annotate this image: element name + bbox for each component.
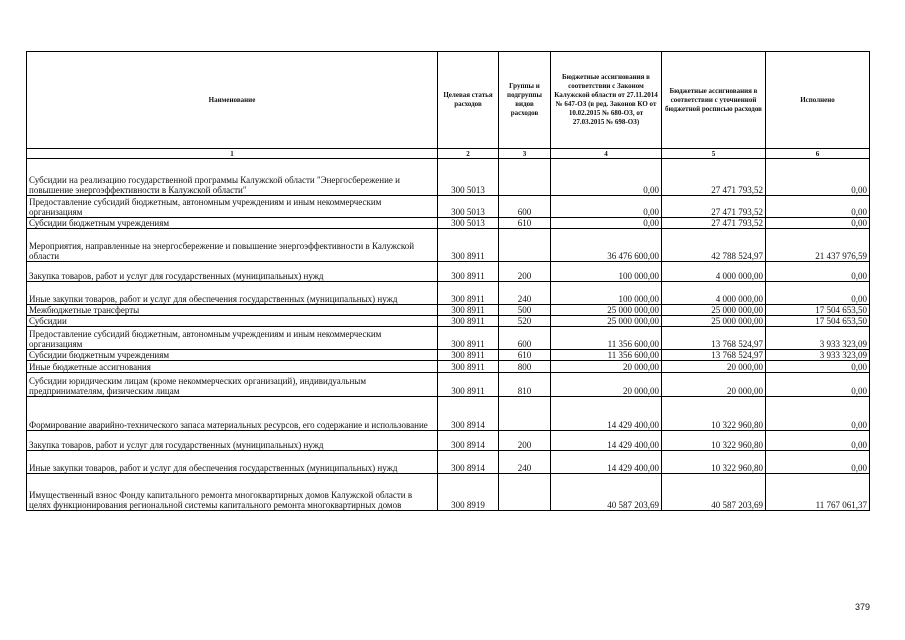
- row-refined-amount: 40 587 203,69: [662, 474, 766, 511]
- row-name: Иные бюджетные ассигнования: [27, 361, 438, 373]
- table-row: [27, 431, 870, 451]
- row-refined-amount: 25 000 000,00: [662, 316, 766, 327]
- row-law-amount: 20 000,00: [551, 361, 662, 373]
- row-name: Закупка товаров, работ и услуг для государственных (муниципальных) нужд: [27, 431, 438, 451]
- table-body: [27, 159, 870, 511]
- row-target-article: 300 8919: [438, 474, 499, 511]
- row-expense-group: 800: [499, 361, 551, 373]
- row-law-amount: 20 000,00: [551, 373, 662, 397]
- column-number: 4: [551, 149, 662, 159]
- row-target-article: 300 5013: [438, 159, 499, 196]
- row-executed-amount: 3 933 323,09: [766, 350, 870, 361]
- table-row: [27, 361, 870, 373]
- row-executed-amount: 0,00: [766, 373, 870, 397]
- row-expense-group: 600: [499, 196, 551, 218]
- row-law-amount: 100 000,00: [551, 282, 662, 305]
- table-row: [27, 350, 870, 361]
- row-target-article: 300 8911: [438, 262, 499, 282]
- row-law-amount: 14 429 400,00: [551, 431, 662, 451]
- row-target-article: 300 8914: [438, 397, 499, 431]
- budget-table: [26, 51, 870, 511]
- header-expense-groups: Группы и подгруппы видов расходов: [499, 52, 551, 149]
- row-expense-group: [499, 474, 551, 511]
- row-expense-group: [499, 229, 551, 262]
- column-number: 5: [662, 149, 766, 159]
- row-name: Формирование аварийно-технического запаса материальных ресурсов, его содержание и использование: [27, 397, 438, 431]
- row-refined-amount: 10 322 960,80: [662, 431, 766, 451]
- row-law-amount: 14 429 400,00: [551, 451, 662, 474]
- row-name: Иные закупки товаров, работ и услуг для обеспечения государственных (муниципальных) нужд: [27, 282, 438, 305]
- header-target-article: Целевая статья расходов: [438, 52, 499, 149]
- row-expense-group: 240: [499, 451, 551, 474]
- header-executed: Исполнено: [766, 52, 870, 149]
- row-target-article: 300 8911: [438, 229, 499, 262]
- row-executed-amount: 17 504 653,50: [766, 316, 870, 327]
- row-name: Мероприятия, направленные на энергосбережение и повышение энергоэффективности в Калужской области: [27, 229, 438, 262]
- row-executed-amount: 0,00: [766, 397, 870, 431]
- row-executed-amount: 0,00: [766, 262, 870, 282]
- row-name: Субсидии бюджетным учреждениям: [27, 218, 438, 229]
- row-law-amount: 0,00: [551, 196, 662, 218]
- row-target-article: 300 5013: [438, 196, 499, 218]
- row-refined-amount: 13 768 524,97: [662, 327, 766, 350]
- row-law-amount: 0,00: [551, 159, 662, 196]
- row-executed-amount: 3 933 323,09: [766, 327, 870, 350]
- table-row: [27, 451, 870, 474]
- table-row: [27, 373, 870, 397]
- row-law-amount: 40 587 203,69: [551, 474, 662, 511]
- row-target-article: 300 8911: [438, 282, 499, 305]
- row-target-article: 300 8911: [438, 373, 499, 397]
- row-refined-amount: 20 000,00: [662, 361, 766, 373]
- row-target-article: 300 8911: [438, 316, 499, 327]
- row-expense-group: 240: [499, 282, 551, 305]
- row-law-amount: 36 476 600,00: [551, 229, 662, 262]
- row-name: Субсидии на реализацию государственной программы Калужской области "Энергосбережение и повышение энергоэффективности в Калужской области": [27, 159, 438, 196]
- row-name: Субсидии бюджетным учреждениям: [27, 350, 438, 361]
- row-law-amount: 100 000,00: [551, 262, 662, 282]
- row-expense-group: 810: [499, 373, 551, 397]
- table-row: [27, 327, 870, 350]
- row-executed-amount: 17 504 653,50: [766, 305, 870, 316]
- row-expense-group: 200: [499, 431, 551, 451]
- row-refined-amount: 27 471 793,52: [662, 159, 766, 196]
- table-row: [27, 159, 870, 196]
- row-target-article: 300 8911: [438, 350, 499, 361]
- row-law-amount: 11 356 600,00: [551, 327, 662, 350]
- row-executed-amount: 0,00: [766, 431, 870, 451]
- header-name: Наименование: [27, 52, 438, 149]
- header-refined-allocations: Бюджетные ассигнования в соответствии с уточненной бюджетной росписью расходов: [662, 52, 766, 149]
- table-row: [27, 316, 870, 327]
- row-name: Иные закупки товаров, работ и услуг для обеспечения государственных (муниципальных) нужд: [27, 451, 438, 474]
- table-row: [27, 305, 870, 316]
- row-law-amount: 0,00: [551, 218, 662, 229]
- row-refined-amount: 25 000 000,00: [662, 305, 766, 316]
- table-header-row: [27, 52, 870, 149]
- row-expense-group: 200: [499, 262, 551, 282]
- row-refined-amount: 27 471 793,52: [662, 196, 766, 218]
- row-law-amount: 25 000 000,00: [551, 316, 662, 327]
- column-number: 3: [499, 149, 551, 159]
- row-law-amount: 14 429 400,00: [551, 397, 662, 431]
- row-expense-group: 520: [499, 316, 551, 327]
- row-refined-amount: 20 000,00: [662, 373, 766, 397]
- row-refined-amount: 42 788 524,97: [662, 229, 766, 262]
- table-row: [27, 282, 870, 305]
- row-expense-group: 610: [499, 218, 551, 229]
- row-executed-amount: 0,00: [766, 361, 870, 373]
- row-target-article: 300 8911: [438, 327, 499, 350]
- row-refined-amount: 4 000 000,00: [662, 282, 766, 305]
- row-expense-group: 600: [499, 327, 551, 350]
- row-name: Предоставление субсидий бюджетным, автономным учреждениям и иным некоммерческим организациям: [27, 327, 438, 350]
- table-row: [27, 196, 870, 218]
- row-executed-amount: 0,00: [766, 218, 870, 229]
- row-expense-group: 610: [499, 350, 551, 361]
- table-row: [27, 218, 870, 229]
- row-expense-group: [499, 159, 551, 196]
- row-executed-amount: 0,00: [766, 451, 870, 474]
- row-executed-amount: 0,00: [766, 282, 870, 305]
- column-number-row: [27, 149, 870, 159]
- row-name: Закупка товаров, работ и услуг для государственных (муниципальных) нужд: [27, 262, 438, 282]
- row-refined-amount: 10 322 960,80: [662, 397, 766, 431]
- row-executed-amount: 0,00: [766, 159, 870, 196]
- row-refined-amount: 27 471 793,52: [662, 218, 766, 229]
- row-name: Предоставление субсидий бюджетным, автономным учреждениям и иным некоммерческим организациям: [27, 196, 438, 218]
- table-row: [27, 397, 870, 431]
- page-number: 379: [855, 602, 871, 612]
- row-executed-amount: 21 437 976,59: [766, 229, 870, 262]
- row-target-article: 300 8911: [438, 305, 499, 316]
- column-number: 1: [27, 149, 438, 159]
- row-name: Субсидии: [27, 316, 438, 327]
- row-target-article: 300 5013: [438, 218, 499, 229]
- row-executed-amount: 0,00: [766, 196, 870, 218]
- row-target-article: 300 8911: [438, 361, 499, 373]
- row-name: Межбюджетные трансферты: [27, 305, 438, 316]
- row-law-amount: 11 356 600,00: [551, 350, 662, 361]
- row-executed-amount: 11 767 061,37: [766, 474, 870, 511]
- row-law-amount: 25 000 000,00: [551, 305, 662, 316]
- row-expense-group: [499, 397, 551, 431]
- row-name: Имущественный взнос Фонду капитального ремонта многоквартирных домов Калужской области в целях функционирования региональной системы капитального ремонта многоквартирных домов: [27, 474, 438, 511]
- column-number: 6: [766, 149, 870, 159]
- row-refined-amount: 13 768 524,97: [662, 350, 766, 361]
- row-expense-group: 500: [499, 305, 551, 316]
- header-law-allocations: Бюджетные ассигнования в соответствии с Законом Калужской области от 27.11.2014 № 647-ОЗ (в ред. Законов КО от 10.02.2015 № 680-ОЗ, от 27.03.2015 № 698-ОЗ): [551, 52, 662, 149]
- table-row: [27, 474, 870, 511]
- row-refined-amount: 10 322 960,80: [662, 451, 766, 474]
- table-row: [27, 229, 870, 262]
- column-number: 2: [438, 149, 499, 159]
- table-row: [27, 262, 870, 282]
- row-target-article: 300 8914: [438, 431, 499, 451]
- row-target-article: 300 8914: [438, 451, 499, 474]
- row-refined-amount: 4 000 000,00: [662, 262, 766, 282]
- row-name: Субсидии юридическим лицам (кроме некоммерческих организаций), индивидуальным предпринимателям, физическим лицам: [27, 373, 438, 397]
